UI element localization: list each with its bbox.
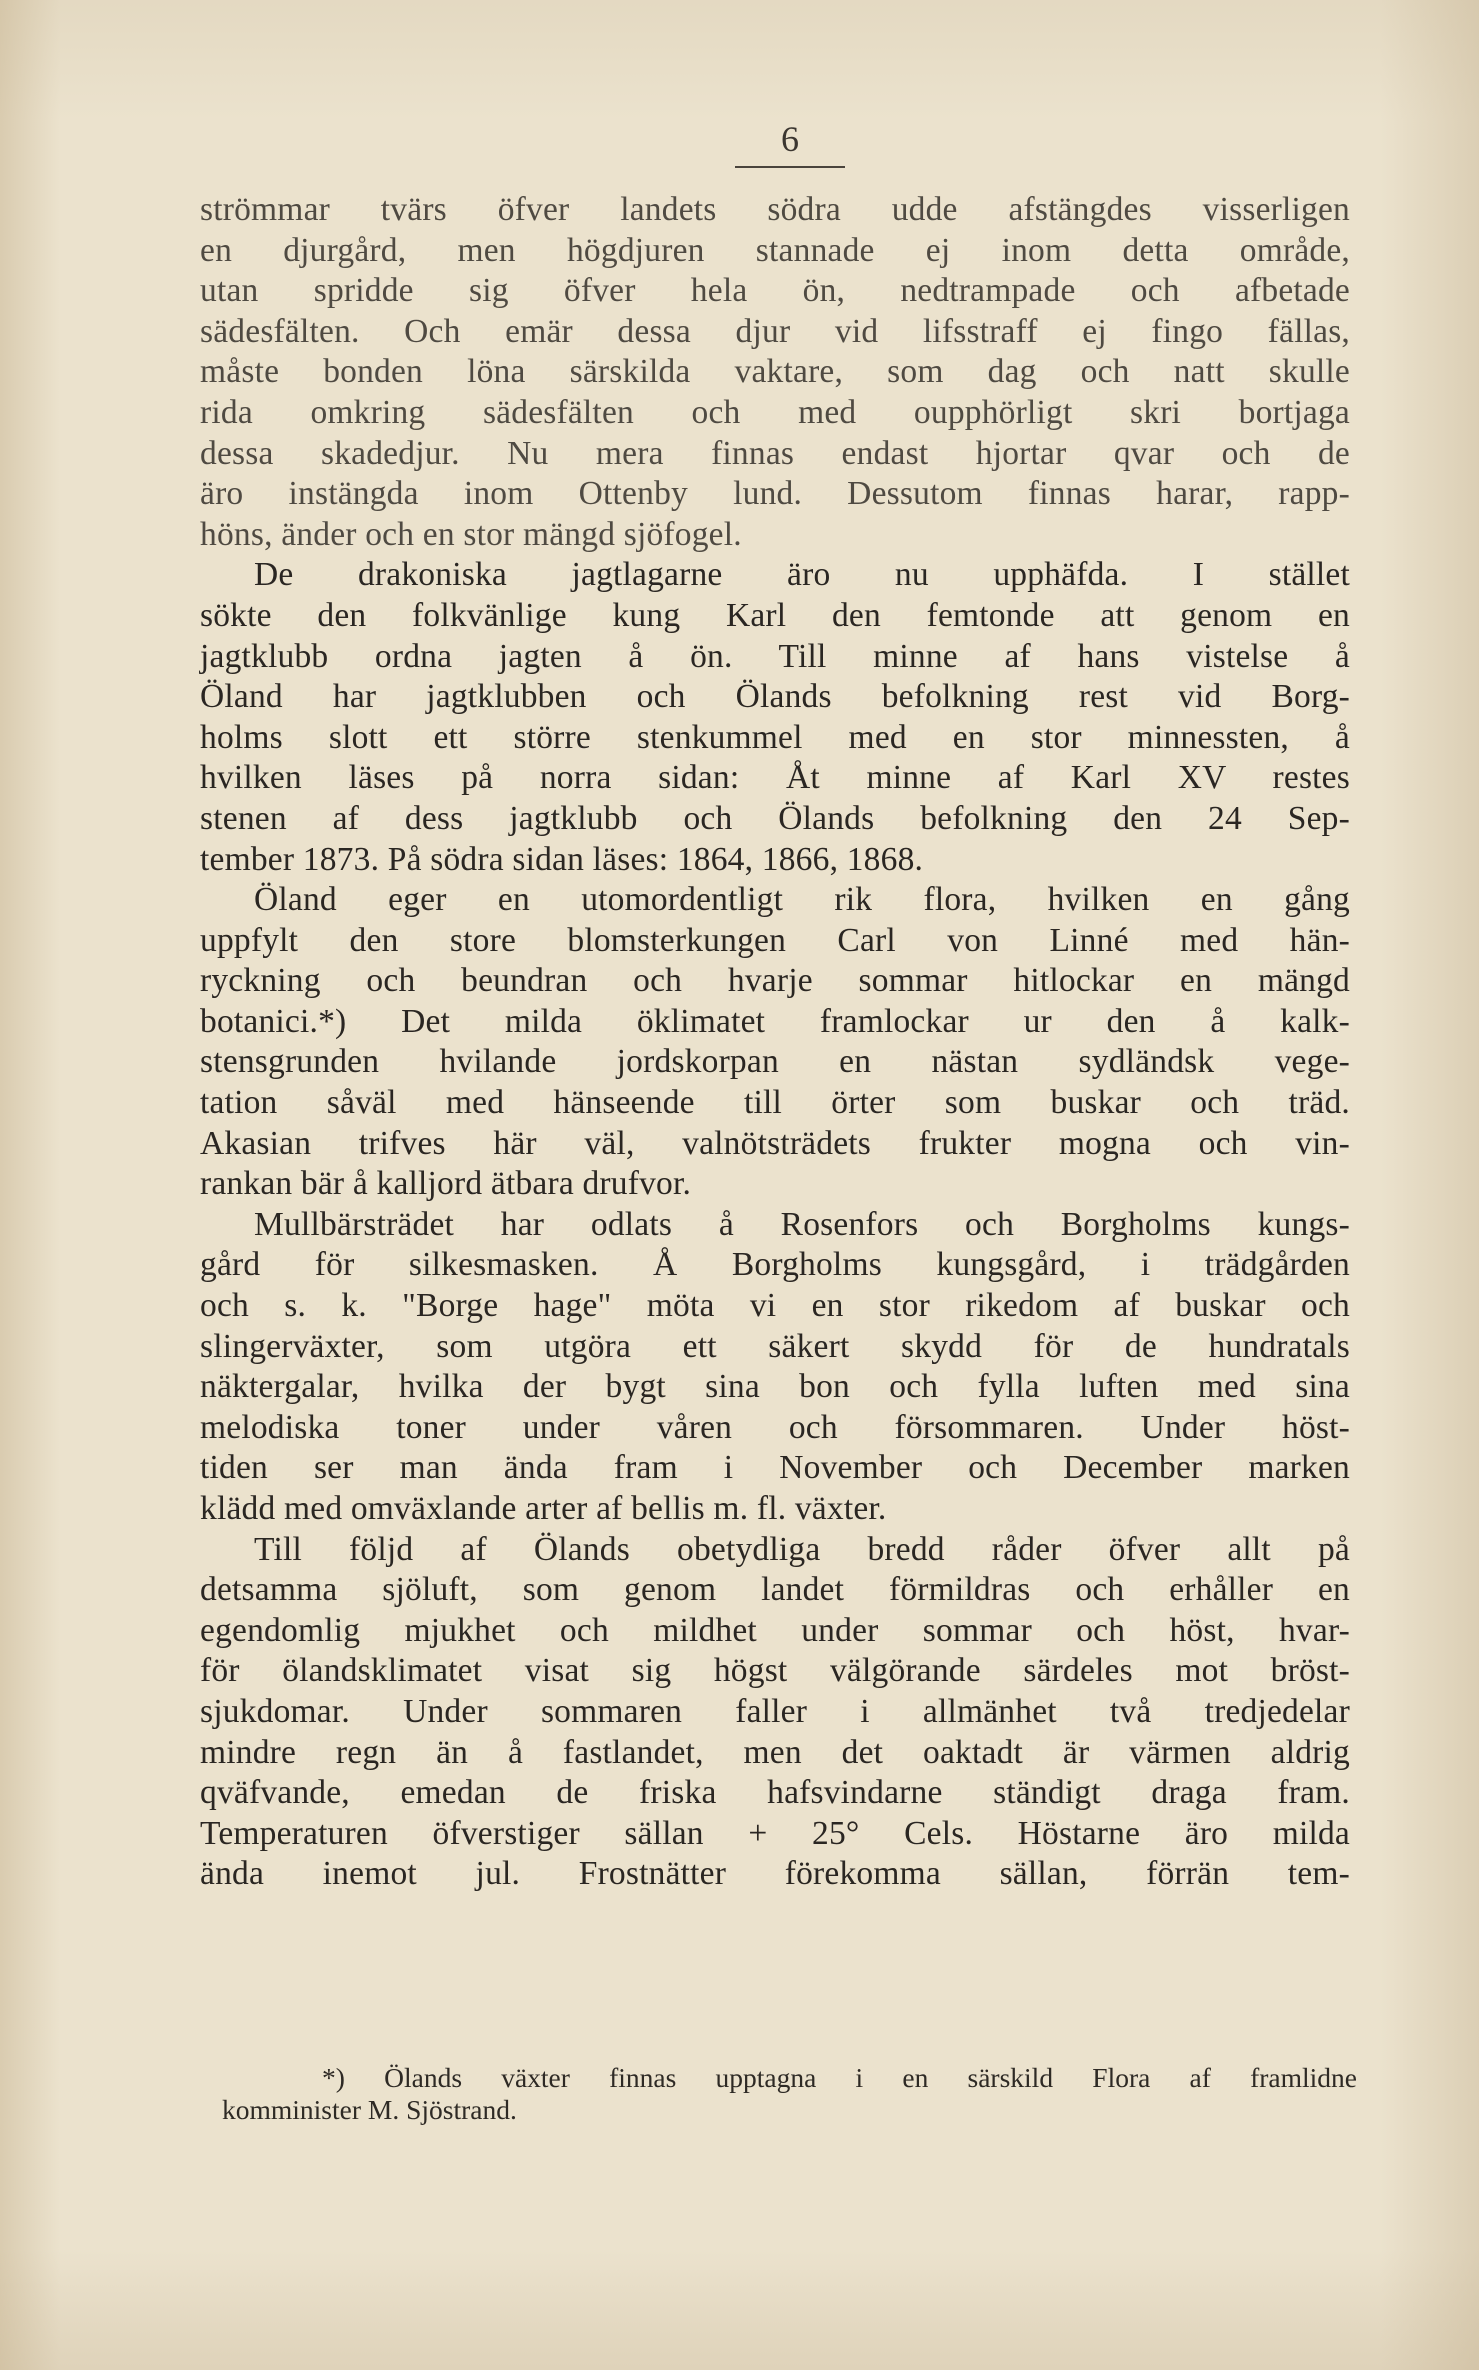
text-line: Akasian trifves här väl, valnötsträdets frukter mogna och vin- [200, 1124, 1350, 1162]
page-number: 6 [781, 119, 799, 159]
text-line: De drakoniska jagtlagarne äro nu upphäfda. I stället [254, 556, 1350, 594]
text-line: sökte den folkvänlige kung Karl den femtonde att genom en [200, 596, 1350, 634]
text-line: äro instängda inom Ottenby lund. Dessutom finnas harar, rapp- [200, 475, 1350, 513]
text-line: Till följd af Ölands obetydliga bredd råder öfver allt på [254, 1530, 1350, 1568]
text-line: Öland eger en utomordentligt rik flora, hvilken en gång [254, 881, 1350, 919]
text-line: och s. k. "Borge hage" möta vi en stor rikedom af buskar och [200, 1287, 1350, 1325]
footnote-line: *) Ölands växter finnas upptagna i en särskild Flora af framlidne [322, 2062, 1357, 2093]
text-line: gård för silkesmasken. Å Borgholms kungsgård, i trädgården [200, 1246, 1350, 1284]
text-line: måste bonden löna särskilda vaktare, som dag och natt skulle [200, 353, 1350, 391]
text-line: tember 1873. På södra sidan läses: 1864, 1866, 1868. [200, 840, 924, 878]
text-line: botanici.*) Det milda öklimatet framlockar ur den å kalk- [200, 1002, 1350, 1040]
footnote-line: komminister M. Sjöstrand. [222, 2094, 517, 2125]
text-line: dessa skadedjur. Nu mera finnas endast hjortar qvar och de [200, 434, 1350, 472]
text-line: klädd med omväxlande arter af bellis m. fl. växter. [200, 1490, 887, 1527]
text-line: tiden ser man ända fram i November och December marken [200, 1449, 1350, 1487]
text-line: Mullbärsträdet har odlats å Rosenfors och Borgholms kungs- [254, 1205, 1350, 1243]
text-line: strömmar tvärs öfver landets södra udde afstängdes visserligen [200, 191, 1350, 228]
text-line: mindre regn än å fastlandet, men det oaktadt är värmen aldrig [200, 1733, 1350, 1771]
text-line: ryckning och beundran och hvarje sommar hitlockar en mängd [200, 962, 1350, 1000]
text-line: sädesfälten. Och emär dessa djur vid lifsstraff ej fingo fällas, [200, 312, 1350, 350]
header-rule [735, 166, 845, 168]
text-line: sjukdomar. Under sommaren faller i allmänhet två tredjedelar [200, 1692, 1350, 1730]
text-line: rida omkring sädesfälten och med oupphörligt skri bortjaga [200, 393, 1350, 431]
text-line: för ölandsklimatet visat sig högst välgörande särdeles mot bröst- [200, 1652, 1350, 1690]
text-line: Öland har jagtklubben och Ölands befolkning rest vid Borg- [200, 678, 1350, 716]
footnote [222, 2062, 1357, 2126]
text-line: holms slott ett större stenkummel med en stor minnessten, å [200, 718, 1350, 756]
text-line: tation såväl med hänseende till örter som buskar och träd. [200, 1084, 1350, 1122]
text-line: slingerväxter, som utgöra ett säkert skydd för de hundratals [200, 1327, 1350, 1365]
text-line: höns, änder och en stor mängd sjöfogel. [200, 515, 742, 553]
text-line: rankan bär å kalljord ätbara drufvor. [200, 1165, 692, 1203]
text-line: stenen af dess jagtklubb och Ölands befolkning den 24 Sep- [200, 799, 1350, 837]
body-text [200, 190, 1350, 1895]
text-line: melodiska toner under våren och försommaren. Under höst- [200, 1408, 1350, 1446]
text-line: uppfylt den store blomsterkungen Carl von Linné med hän- [200, 921, 1350, 959]
text-line: stensgrunden hvilande jordskorpan en nästan sydländsk vege- [200, 1043, 1350, 1081]
text-line: Temperaturen öfverstiger sällan + 25° Cels. Höstarne äro milda [200, 1814, 1350, 1852]
text-line: jagtklubb ordna jagten å ön. Till minne af hans vistelse å [200, 637, 1350, 675]
text-line: hvilken läses på norra sidan: Åt minne af Karl XV restes [200, 759, 1350, 797]
text-line: utan spridde sig öfver hela ön, nedtrampade och afbetade [200, 272, 1350, 310]
text-line: qväfvande, emedan de friska hafsvindarne ständigt draga fram. [200, 1774, 1350, 1812]
text-line: ända inemot jul. Frostnätter förekomma sällan, förrän tem- [200, 1855, 1350, 1893]
text-line: näktergalar, hvilka der bygt sina bon och fylla luften med sina [200, 1368, 1350, 1406]
text-line: detsamma sjöluft, som genom landet förmildras och erhåller en [200, 1571, 1350, 1609]
text-line: en djurgård, men högdjuren stannade ej inom detta område, [200, 231, 1350, 269]
text-line: egendomlig mjukhet och mildhet under sommar och höst, hvar- [200, 1611, 1350, 1649]
